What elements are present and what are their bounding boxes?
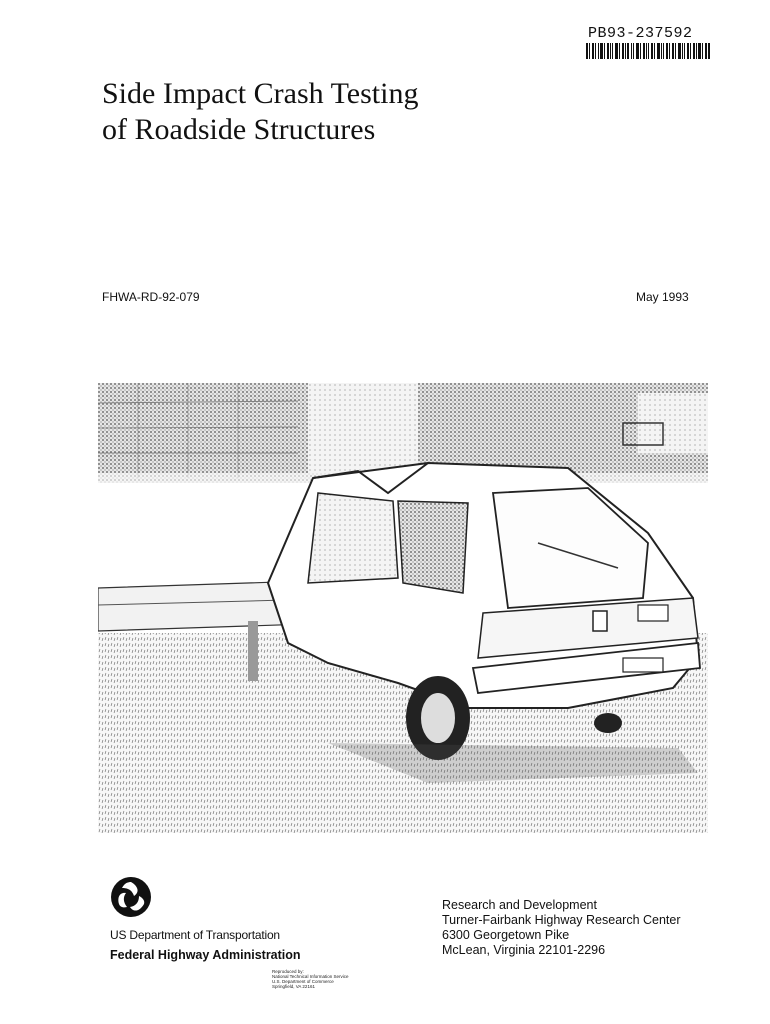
title-line-2: of Roadside Structures [102,113,376,146]
crash-test-photo [98,383,708,833]
barcode [586,43,710,59]
address-line-2: Turner-Fairbank Highway Research Center [442,913,681,927]
publication-date: May 1993 [636,290,689,304]
administration-name: Federal Highway Administration [110,948,301,962]
document-title [102,76,418,148]
ntis-line-4: Springfield, VA 22161 [272,984,315,989]
ntis-line-3: U.S. Department of Commerce [272,979,334,984]
address-block [442,898,681,958]
address-line-4: McLean, Virginia 22101-2296 [442,943,606,957]
agency-block [110,925,301,965]
report-number: PB93-237592 [588,25,693,42]
dot-logo-icon [110,876,152,918]
ntis-line-1: Reproduced by: [272,969,304,974]
ntis-stamp [272,969,348,989]
address-line-1: Research and Development [442,898,597,912]
report-id: FHWA-RD-92-079 [102,290,200,304]
address-line-3: 6300 Georgetown Pike [442,928,570,942]
department-name: US Department of Transportation [110,928,280,942]
title-line-1: Side Impact Crash Testing [102,77,419,110]
ntis-line-2: National Technical Information Service [272,974,349,979]
